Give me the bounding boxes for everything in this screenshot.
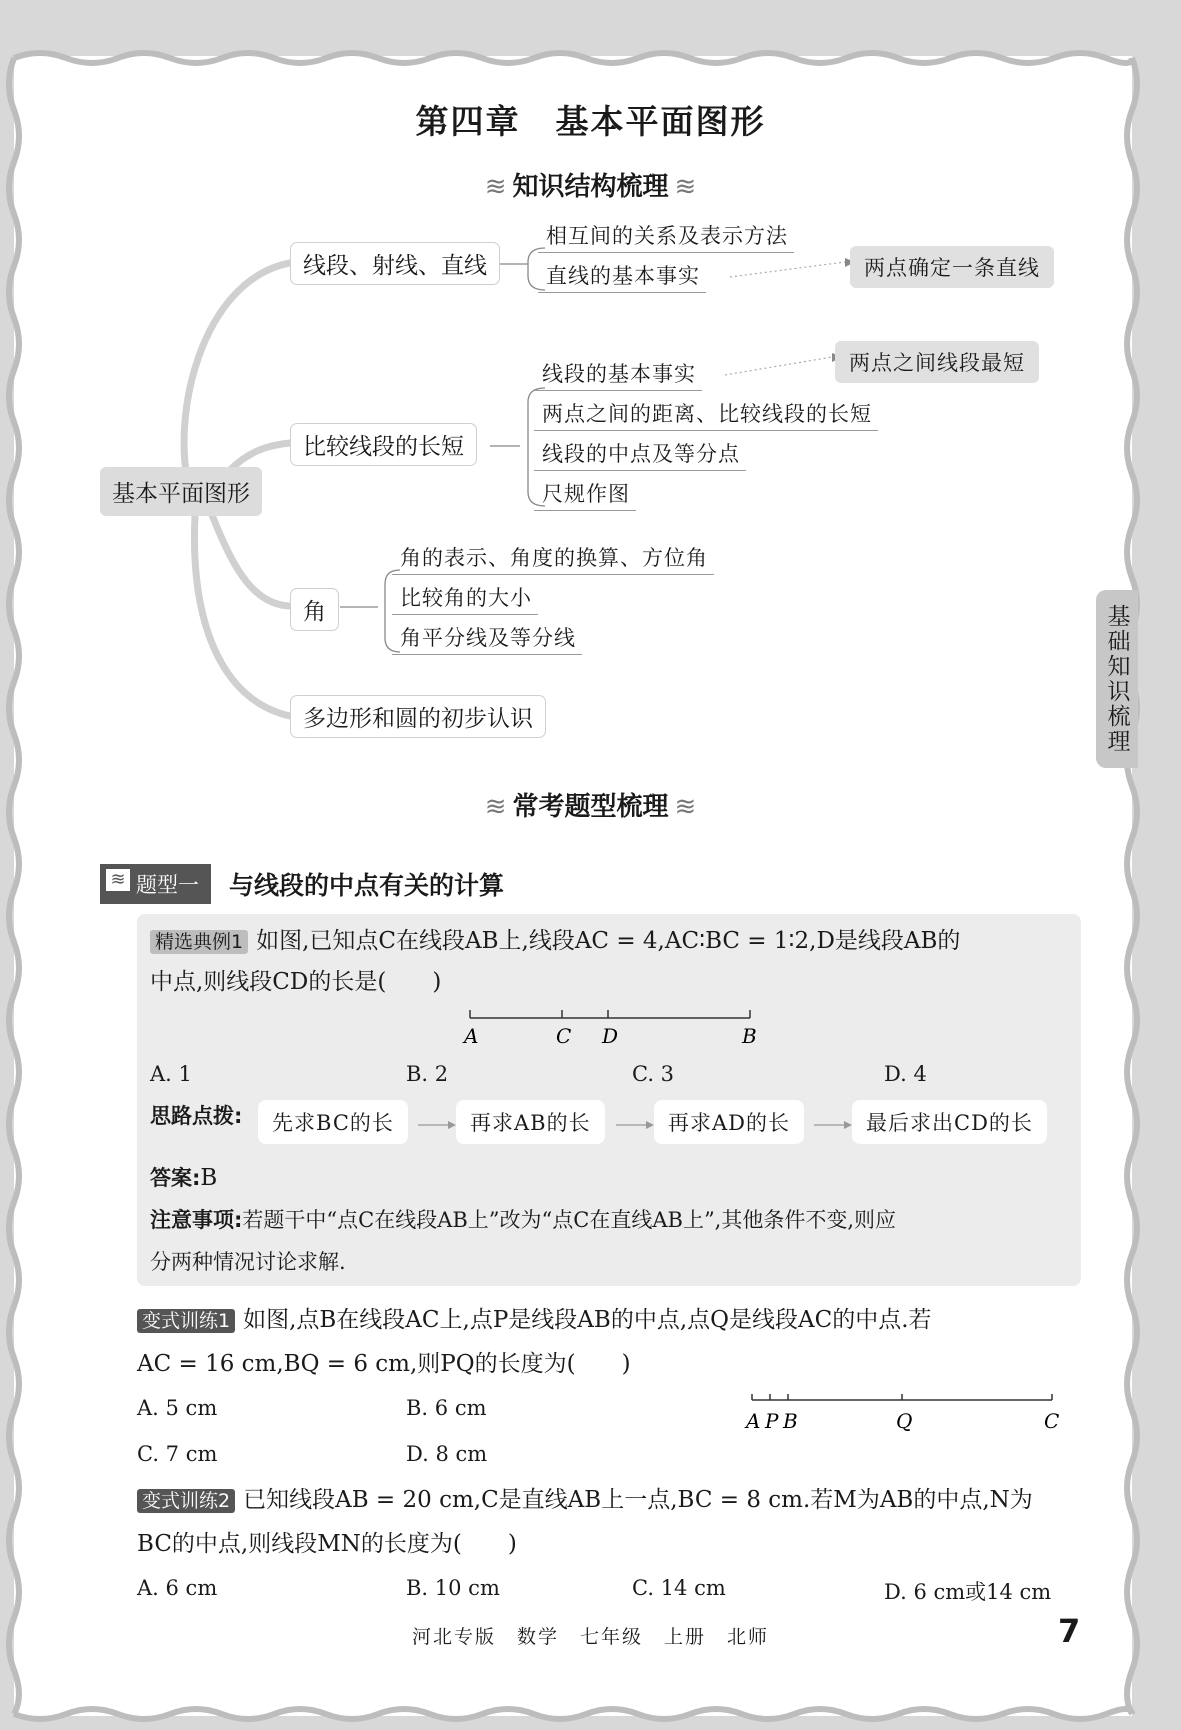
point-label: A xyxy=(464,1024,479,1048)
mindmap-leaf: 角平分线及等分线 xyxy=(392,622,582,655)
segment-figure-apbqc xyxy=(740,1392,1070,1436)
hint-label: 思路点拨: xyxy=(150,1104,243,1128)
answer-line xyxy=(150,1156,217,1200)
option-c: C. 14 cm xyxy=(632,1576,726,1600)
practice1-line-1 xyxy=(137,1298,932,1343)
mindmap-branch-compare-segment: 比较线段的长短 xyxy=(290,423,477,466)
wave-icon: ≋ xyxy=(674,792,697,822)
practice-tag: 变式训练1 xyxy=(137,1309,235,1333)
hint-step: 最后求出CD的长 xyxy=(852,1100,1047,1144)
mindmap-leaf: 角的表示、角度的换算、方位角 xyxy=(392,542,714,575)
wave-icon: ≋ xyxy=(106,869,130,891)
practice1-line-2: AC = 16 cm,BQ = 6 cm,则PQ的长度为( ) xyxy=(137,1351,631,1377)
point-label: C xyxy=(1044,1409,1060,1433)
section-title-text: 知识结构梳理 xyxy=(512,172,669,202)
mindmap-branch-polygon-circle: 多边形和圆的初步认识 xyxy=(290,695,546,738)
example-tag: 精选典例1 xyxy=(150,930,248,954)
option-d: D. 4 xyxy=(884,1062,927,1086)
point-label: B xyxy=(783,1409,798,1433)
option-b: B. 2 xyxy=(406,1062,449,1086)
mindmap-result-box: 两点之间线段最短 xyxy=(835,341,1039,383)
question-type-title: 与线段的中点有关的计算 xyxy=(229,871,505,900)
practice-tag: 变式训练2 xyxy=(137,1489,235,1513)
practice-text: 如图,点B在线段AC上,点P是线段AB的中点,点Q是线段AC的中点.若 xyxy=(243,1307,932,1333)
option-a: A. 1 xyxy=(150,1062,192,1086)
mindmap-leaf: 直线的基本事实 xyxy=(538,260,706,293)
mindmap-branch-angle: 角 xyxy=(290,588,339,631)
point-label: D xyxy=(602,1024,619,1048)
wave-icon: ≋ xyxy=(484,792,507,822)
hint-step: 再求AB的长 xyxy=(456,1100,605,1144)
practice-text: 已知线段AB = 20 cm,C是直线AB上一点,BC = 8 cm.若M为AB的中点,N为 xyxy=(243,1487,1033,1513)
practice2-line-1 xyxy=(137,1478,1033,1523)
note-label: 注意事项: xyxy=(150,1208,243,1232)
practice2-line-2: BC的中点,则线段MN的长度为( ) xyxy=(137,1531,517,1557)
footer: 河北专版 数学 七年级 上册 北师 xyxy=(411,1626,769,1648)
badge-text: 题型一 xyxy=(136,873,199,897)
example-line-2: 中点,则线段CD的长是( ) xyxy=(150,969,442,995)
option-b: B. 6 cm xyxy=(406,1396,487,1420)
page-number: 7 xyxy=(1058,1612,1081,1650)
mindmap-leaf: 两点之间的距离、比较线段的长短 xyxy=(534,398,878,431)
point-label: A xyxy=(746,1409,761,1433)
hint-step: 先求BC的长 xyxy=(258,1100,408,1144)
section-title-text: 常考题型梳理 xyxy=(512,792,669,822)
point-label: Q xyxy=(896,1409,913,1433)
side-tab: 基础知识梳理 xyxy=(1096,590,1138,768)
point-label: C xyxy=(556,1024,572,1048)
mindmap-root: 基本平面图形 xyxy=(100,467,262,516)
answer-value: B xyxy=(200,1165,218,1191)
example-text: 如图,已知点C在线段AB上,线段AC = 4,AC∶BC = 1∶2,D是线段AB的 xyxy=(256,928,961,954)
wave-icon: ≋ xyxy=(484,172,507,202)
mindmap-result-box: 两点确定一条直线 xyxy=(850,246,1054,288)
note-line-2: 分两种情况讨论求解. xyxy=(150,1250,346,1274)
option-a: A. 5 cm xyxy=(137,1396,218,1420)
answer-label: 答案: xyxy=(150,1166,201,1190)
mindmap-branch-line-ray: 线段、射线、直线 xyxy=(290,242,500,285)
mindmap-leaf: 相互间的关系及表示方法 xyxy=(538,220,794,253)
mindmap-leaf: 比较角的大小 xyxy=(392,582,538,615)
wave-icon: ≋ xyxy=(674,172,697,202)
option-d: D. 8 cm xyxy=(406,1442,488,1466)
chapter-title: 第四章 基本平面图形 xyxy=(415,102,766,141)
option-c: C. 7 cm xyxy=(137,1442,218,1466)
option-d: D. 6 cm或14 cm xyxy=(884,1580,1052,1604)
option-a: A. 6 cm xyxy=(137,1576,218,1600)
hint-step: 再求AD的长 xyxy=(654,1100,804,1144)
note-text: 若题干中“点C在线段AB上”改为“点C在直线AB上”,其他条件不变,则应 xyxy=(242,1208,897,1232)
mindmap-leaf: 尺规作图 xyxy=(534,478,636,511)
note-line-1 xyxy=(150,1198,896,1242)
point-label: P xyxy=(765,1409,779,1433)
option-c: C. 3 xyxy=(632,1062,675,1086)
mindmap-leaf: 线段的基本事实 xyxy=(534,358,702,391)
point-label: B xyxy=(742,1024,757,1048)
mindmap-leaf: 线段的中点及等分点 xyxy=(534,438,746,471)
option-b: B. 10 cm xyxy=(406,1576,500,1600)
